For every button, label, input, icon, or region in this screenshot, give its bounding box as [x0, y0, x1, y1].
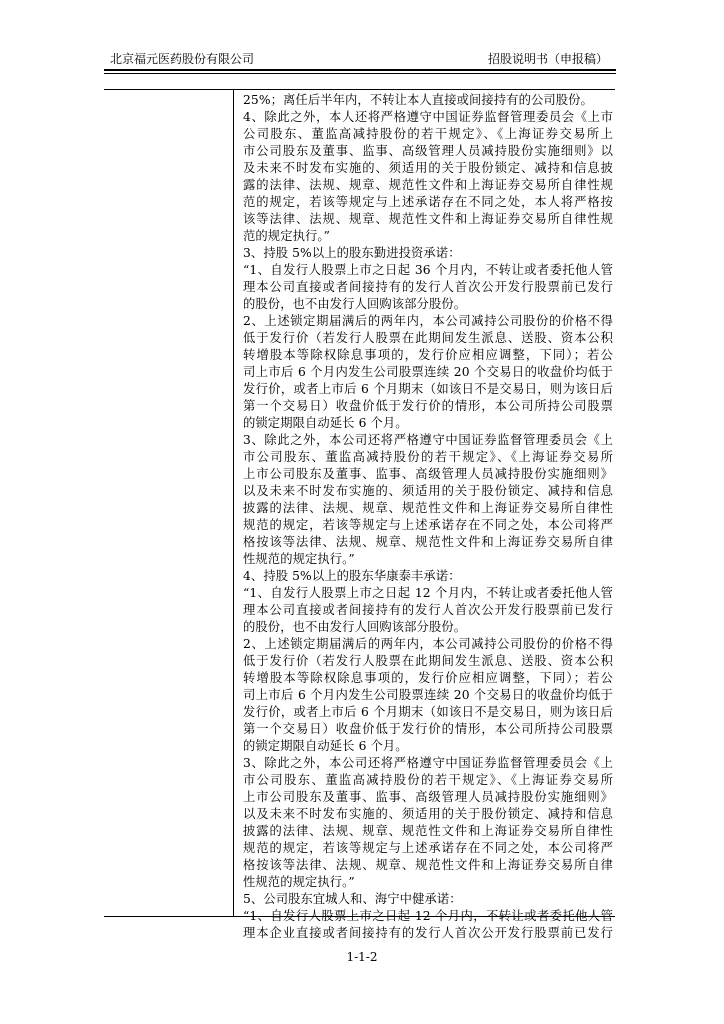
- text-line: 该等法律、法规、规章、规范性文件和上海证券交易所自律性规: [243, 212, 613, 226]
- text-line: 的股份，也不由发行人回购该部分股份。: [243, 297, 467, 311]
- text-line: 3、除此之外，本公司还将严格遵守中国证券监督管理委员会《上: [243, 433, 613, 447]
- text-line: “1、自发行人股票上市之日起 12 个月内，不转让或者委托他人管: [243, 586, 613, 600]
- header-rule-thick: [104, 69, 616, 71]
- table-column-divider: [233, 89, 234, 917]
- text-line: 理本公司直接或者间接持有的发行人首次公开发行股票前已发行: [243, 603, 613, 617]
- header-rule-thin: [104, 73, 616, 74]
- text-line: 及未来不时发布实施的、须适用的关于股份锁定、减持和信息披: [243, 161, 613, 175]
- text-line: 2、上述锁定期届满后的两年内，本公司减持公司股份的价格不得: [243, 314, 613, 328]
- text-line: 以及未来不时发布实施的、须适用的关于股份锁定、减持和信息: [243, 484, 613, 498]
- text-line: 披露的法律、法规、规章、规范性文件和上海证券交易所自律性: [243, 824, 613, 838]
- text-line: 市公司股东及董事、监事、高级管理人员减持股份实施细则》以: [243, 144, 613, 158]
- text-line: 4、除此之外，本人还将严格遵守中国证券监督管理委员会《上市: [243, 110, 613, 124]
- text-line: 规范的规定，若该等规定与上述承诺存在不同之处，本公司将严: [243, 518, 613, 532]
- text-line: 司上市后 6 个月内发生公司股票连续 20 个交易日的收盘价均低于: [243, 688, 613, 702]
- text-line: 露的法律、法规、规章、规范性文件和上海证券交易所自律性规: [243, 178, 613, 192]
- text-line: 性规范的规定执行。”: [243, 875, 355, 889]
- text-line: 司上市后 6 个月内发生公司股票连续 20 个交易日的收盘价均低于: [243, 365, 613, 379]
- text-line: 范的规定，若该等规定与上述承诺存在不同之处，本人将严格按: [243, 195, 613, 209]
- text-line: 低于发行价（若发行人股票在此期间发生派息、送股、资本公积: [243, 654, 613, 668]
- text-line: 上市公司股东及董事、监事、高级管理人员减持股份实施细则》: [243, 467, 613, 481]
- text-line: “1、自发行人股票上市之日起 12 个月内，不转让或者委托他人管: [243, 909, 613, 923]
- text-line: 市公司股东、董监高减持股份的若干规定》、《上海证券交易所: [243, 450, 613, 464]
- text-line: 范的规定执行。”: [243, 229, 331, 243]
- text-line: 低于发行价（若发行人股票在此期间发生派息、送股、资本公积: [243, 331, 613, 345]
- text-line: 性规范的规定执行。”: [243, 552, 355, 566]
- text-line: 理本公司直接或者间接持有的发行人首次公开发行股票前已发行: [243, 280, 613, 294]
- text-line: 格按该等法律、法规、规章、规范性文件和上海证券交易所自律: [243, 858, 613, 872]
- text-line: 发行价，或者上市后 6 个月期末（如该日不是交易日，则为该日后: [243, 382, 613, 396]
- header-document-title: 招股说明书（申报稿）: [487, 52, 608, 66]
- header-company-name: 北京福元医药股份有限公司: [110, 52, 255, 66]
- text-line: 2、上述锁定期届满后的两年内，本公司减持公司股份的价格不得: [243, 637, 613, 651]
- text-line: 5、公司股东宜城人和、海宁中健承诺：: [243, 892, 462, 906]
- text-line: 转增股本等除权除息事项的，发行价应相应调整，下同）；若公: [243, 671, 613, 685]
- page-header: [104, 50, 612, 68]
- text-line: 公司股东、董监高减持股份的若干规定》、《上海证券交易所上: [243, 127, 613, 141]
- text-line: 规范的规定，若该等规定与上述承诺存在不同之处，本公司将严: [243, 841, 613, 855]
- text-line: 转增股本等除权除息事项的，发行价应相应调整，下同）；若公: [243, 348, 613, 362]
- text-line: 理本企业直接或者间接持有的发行人首次公开发行股票前已发行: [243, 926, 613, 940]
- text-line: 第一个交易日）收盘价低于发行价的情形，本公司所持公司股票: [243, 399, 613, 413]
- text-line: 4、持股 5%以上的股东华康泰丰承诺：: [243, 569, 461, 583]
- text-line: 25%；离任后半年内，不转让本人直接或间接持有的公司股份。: [243, 93, 593, 107]
- commitment-text-cell: [243, 92, 613, 942]
- text-line: 披露的法律、法规、规章、规范性文件和上海证券交易所自律性: [243, 501, 613, 515]
- text-line: 格按该等法律、法规、规章、规范性文件和上海证券交易所自律: [243, 535, 613, 549]
- text-line: 的股份，也不由发行人回购该部分股份。: [243, 620, 467, 634]
- text-line: 3、除此之外，本公司还将严格遵守中国证券监督管理委员会《上: [243, 756, 613, 770]
- text-line: 发行价，或者上市后 6 个月期末（如该日不是交易日，则为该日后: [243, 705, 613, 719]
- text-line: 第一个交易日）收盘价低于发行价的情形，本公司所持公司股票: [243, 722, 613, 736]
- text-line: 的锁定期限自动延长 6 个月。: [243, 416, 408, 430]
- page-number: 1-1-2: [346, 950, 378, 964]
- text-line: 市公司股东、董监高减持股份的若干规定》、《上海证券交易所: [243, 773, 613, 787]
- text-line: 3、持股 5%以上的股东勤进投资承诺：: [243, 246, 461, 260]
- text-line: 以及未来不时发布实施的、须适用的关于股份锁定、减持和信息: [243, 807, 613, 821]
- text-line: 的锁定期限自动延长 6 个月。: [243, 739, 408, 753]
- text-line: “1、自发行人股票上市之日起 36 个月内，不转让或者委托他人管: [243, 263, 613, 277]
- text-line: 上市公司股东及董事、监事、高级管理人员减持股份实施细则》: [243, 790, 613, 804]
